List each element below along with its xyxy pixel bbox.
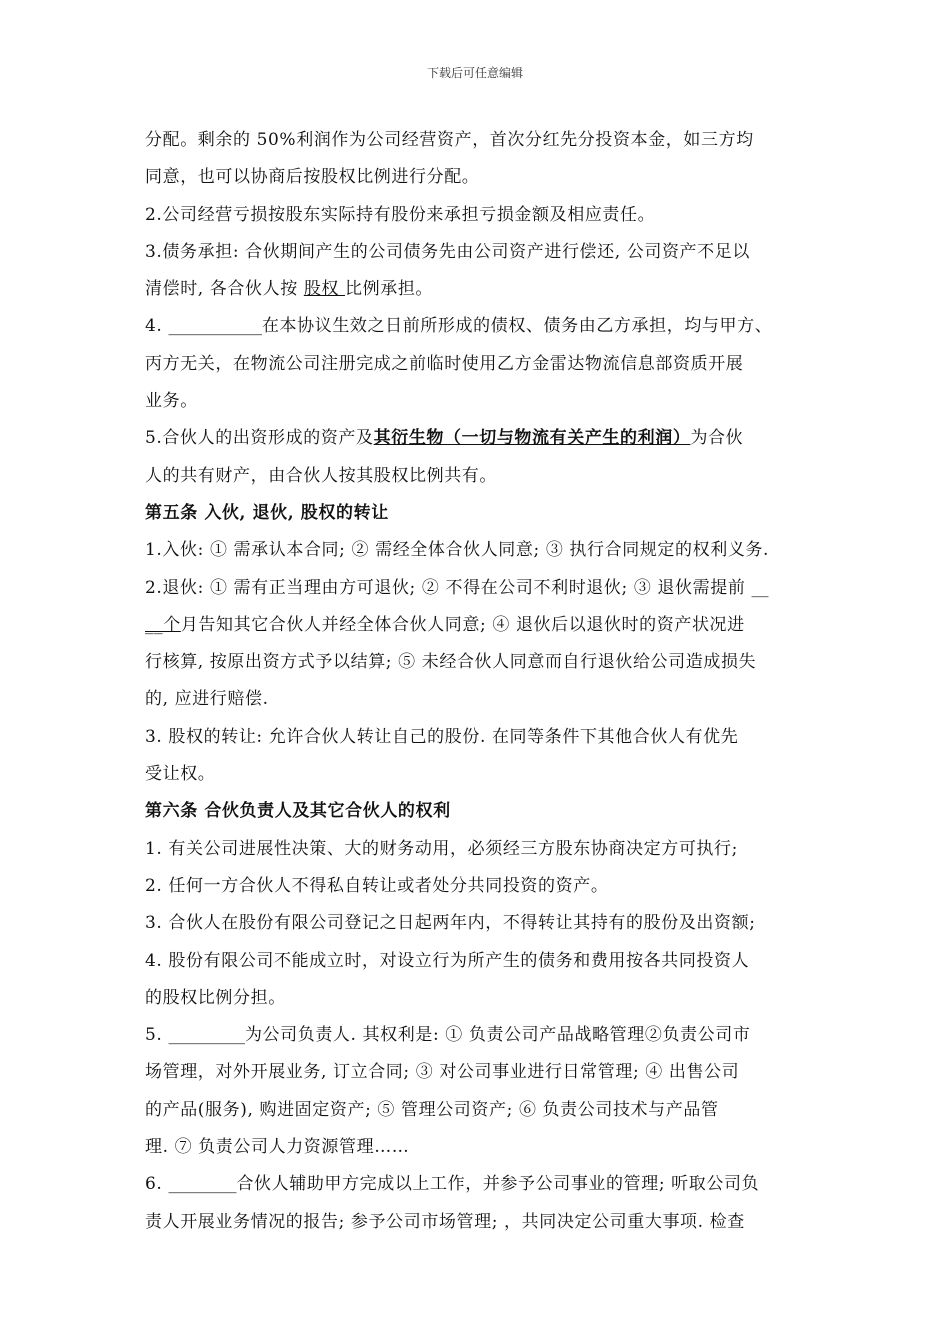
text-line bbox=[145, 793, 825, 830]
text-run: 受让权。 bbox=[145, 764, 216, 785]
text-line bbox=[145, 1017, 825, 1054]
section-heading: 第六条 合伙负责人及其它合伙人的权利 bbox=[145, 801, 451, 822]
text-run: 5.合伙人的出资形成的资产及 bbox=[145, 428, 374, 449]
section-heading: 第五条 入伙, 退伙, 股权的转让 bbox=[145, 502, 389, 523]
text-line bbox=[145, 234, 825, 271]
text-line bbox=[145, 271, 825, 308]
document-body bbox=[145, 122, 825, 1241]
text-run: 1.入伙: ① 需承认本合同; ② 需经全体合伙人同意; ③ 执行合同规定的权利义务. bbox=[145, 540, 770, 561]
text-run: ___________ bbox=[168, 316, 262, 337]
text-line bbox=[145, 681, 825, 718]
text-run: 业务。 bbox=[145, 391, 198, 412]
text-run: 股权 bbox=[303, 279, 346, 300]
text-line bbox=[145, 1204, 825, 1241]
text-run: __个 bbox=[145, 614, 181, 635]
text-run: 的产品(服务), 购进固定资产; ⑤ 管理公司资产; ⑥ 负责公司技术与产品管 bbox=[145, 1099, 719, 1120]
text-run: 的, 应进行赔偿. bbox=[145, 689, 269, 710]
text-run: 2.公司经营亏损按股东实际持有股份来承担亏损金额及相应责任。 bbox=[145, 204, 656, 225]
text-line bbox=[145, 458, 825, 495]
text-run: 6. bbox=[145, 1174, 169, 1195]
text-run: 分配。剩余的 50%利润作为公司经营资产，首次分红先分投资本金，如三方均 bbox=[145, 130, 754, 150]
text-run: 同意，也可以协商后按股权比例进行分配。 bbox=[145, 167, 480, 188]
text-run: 3. 股权的转让: 允许合伙人转让自己的股份. 在同等条件下其他合伙人有优先 bbox=[145, 726, 739, 747]
text-run: 比例承担。 bbox=[345, 279, 434, 300]
text-line bbox=[145, 831, 825, 868]
text-run: 2.退伙: ① 需有正当理由方可退伙; ② 不得在公司不利时退伙; ③ 退伙需提前 bbox=[145, 577, 752, 598]
text-run: 5. bbox=[145, 1025, 169, 1046]
text-line bbox=[145, 943, 825, 980]
text-run: 人的共有财产，由合伙人按其股权比例共有。 bbox=[145, 465, 497, 486]
text-line bbox=[145, 607, 825, 644]
text-run: 2. 任何一方合伙人不得私自转让或者处分共同投资的资产。 bbox=[145, 875, 609, 896]
text-run: 的股权比例分担。 bbox=[145, 987, 286, 1008]
text-run: 4. 股份有限公司不能成立时，对设立行为所产生的债务和费用按各共同投资人 bbox=[145, 950, 750, 971]
text-line bbox=[145, 346, 825, 383]
text-line bbox=[145, 719, 825, 756]
text-run: 场管理，对外开展业务, 订立合同; ③ 对公司事业进行日常管理; ④ 出售公司 bbox=[145, 1062, 740, 1083]
text-run: 3. 合伙人在股份有限公司登记之日起两年内，不得转让其持有的股份及出资额; bbox=[145, 913, 756, 934]
text-run: 丙方无关，在物流公司注册完成之前临时使用乙方金雷达物流信息部资质开展 bbox=[145, 353, 744, 374]
text-line bbox=[145, 868, 825, 905]
text-run: 为合伙 bbox=[690, 428, 744, 449]
page-header: 下载后可任意编辑 bbox=[426, 66, 523, 80]
text-run: __ bbox=[751, 577, 769, 598]
text-run: ________ bbox=[168, 1174, 237, 1195]
text-run: 行核算, 按原出资方式予以结算; ⑤ 未经合伙人同意而自行退伙给公司造成损失 bbox=[145, 652, 757, 673]
text-line bbox=[145, 570, 825, 607]
text-line bbox=[145, 532, 825, 569]
text-line bbox=[145, 420, 825, 457]
text-line bbox=[145, 383, 825, 420]
text-line bbox=[145, 308, 825, 345]
text-run: 责人开展业务情况的报告; 参予公司市场管理; ，共同决定公司重大事项. 检查 bbox=[145, 1211, 745, 1232]
text-run: 清偿时, 各合伙人按 bbox=[145, 279, 304, 300]
text-line bbox=[145, 197, 825, 234]
text-run: 1. 有关公司进展性决策、大的财务动用，必须经三方股东协商决定方可执行; bbox=[145, 838, 738, 859]
text-line bbox=[145, 756, 825, 793]
text-run: 在本协议生效之日前所形成的债权、债务由乙方承担，均与甲方、 bbox=[261, 316, 773, 337]
text-line bbox=[145, 1129, 825, 1166]
text-run: 4. bbox=[145, 316, 169, 337]
text-run: 其衍生物（一切与物流有关产生的利润） bbox=[373, 428, 691, 449]
text-line bbox=[145, 1054, 825, 1091]
text-run: 合伙人辅助甲方完成以上工作，并参予公司事业的管理; 听取公司负 bbox=[236, 1174, 760, 1195]
text-line bbox=[145, 644, 825, 681]
text-run: _________ bbox=[168, 1025, 245, 1046]
text-line bbox=[145, 122, 825, 159]
text-line bbox=[145, 905, 825, 942]
text-line bbox=[145, 495, 825, 532]
text-line bbox=[145, 980, 825, 1017]
text-run: 月告知其它合伙人并经全体合伙人同意; ④ 退伙后以退伙时的资产状况进 bbox=[180, 614, 745, 635]
text-line bbox=[145, 1092, 825, 1129]
text-line bbox=[145, 159, 825, 196]
text-run: 为公司负责人. 其权利是: ① 负责公司产品战略管理②负责公司市 bbox=[244, 1025, 751, 1046]
text-run: 理. ⑦ 负责公司人力资源管理…… bbox=[145, 1137, 410, 1158]
text-line bbox=[145, 1166, 825, 1203]
text-run: 3.债务承担: 合伙期间产生的公司债务先由公司资产进行偿还, 公司资产不足以 bbox=[145, 241, 750, 262]
